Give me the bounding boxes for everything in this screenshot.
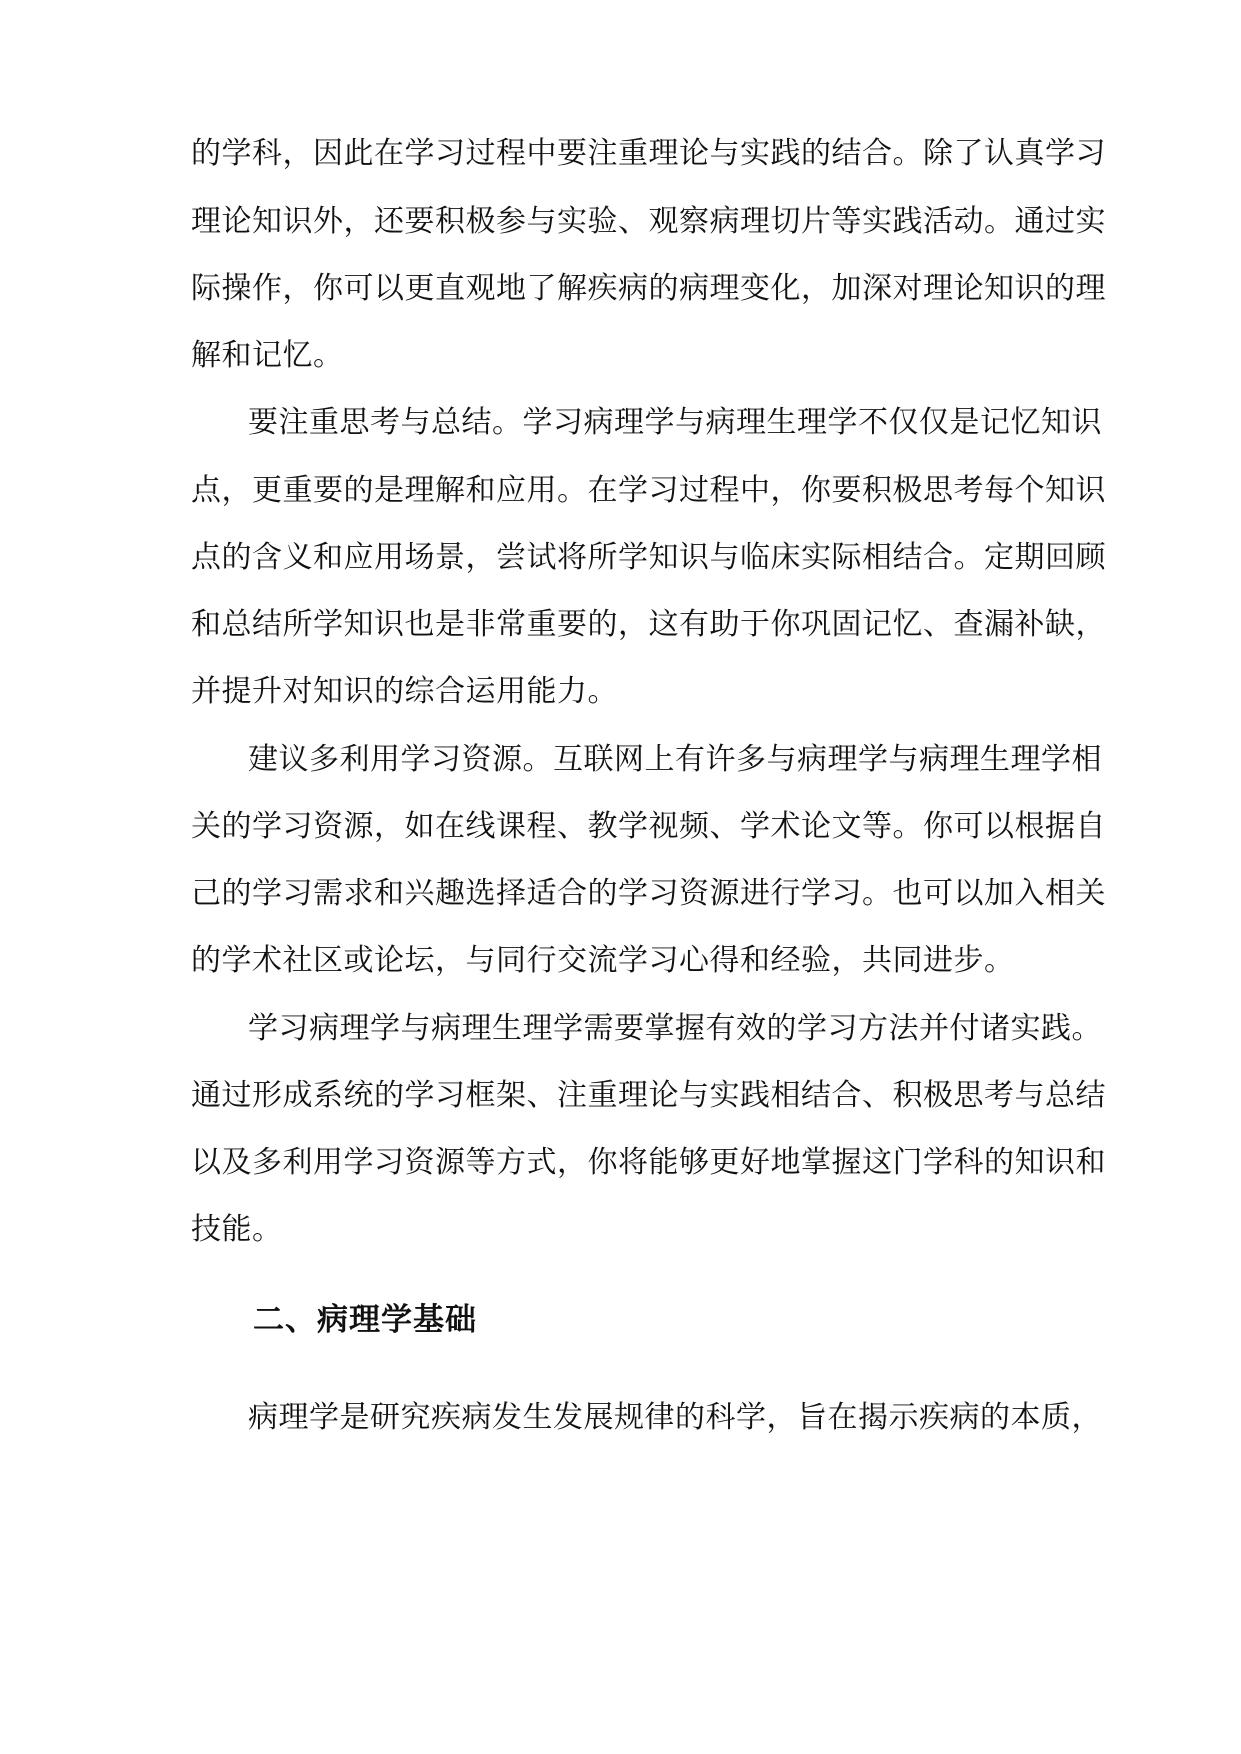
final-paragraph-line-1: 病理学是研究疾病发生发展规律的科学，旨在揭示疾病的本质， [248, 1400, 1102, 1435]
paragraph-1-line-4: 解和记忆。 [191, 338, 344, 373]
paragraph-3-line-3: 己的学习需求和兴趣选择适合的学习资源进行学习。也可以加入相关 [191, 876, 1106, 911]
paragraph-4-line-1: 学习病理学与病理生理学需要掌握有效的学习方法并付诸实践。 [248, 1011, 1102, 1046]
paragraph-2-line-5: 并提升对知识的综合运用能力。 [191, 674, 618, 709]
paragraph-1-line-2: 理论知识外，还要积极参与实验、观察病理切片等实践活动。通过实 [191, 204, 1106, 239]
paragraph-4-line-3: 以及多利用学习资源等方式，你将能够更好地掌握这门学科的知识和 [191, 1145, 1106, 1180]
paragraph-2-line-4: 和总结所学知识也是非常重要的，这有助于你巩固记忆、查漏补缺， [191, 607, 1106, 642]
paragraph-3-line-4: 的学术社区或论坛，与同行交流学习心得和经验，共同进步。 [191, 943, 1015, 978]
paragraph-1-line-3: 际操作，你可以更直观地了解疾病的病理变化，加深对理论知识的理 [191, 271, 1106, 306]
paragraph-2-line-1: 要注重思考与总结。学习病理学与病理生理学不仅仅是记忆知识 [248, 405, 1102, 440]
paragraph-4-line-2: 通过形成系统的学习框架、注重理论与实践相结合、积极思考与总结 [191, 1078, 1106, 1113]
paragraph-1-line-1: 的学科，因此在学习过程中要注重理论与实践的结合。除了认真学习 [191, 136, 1106, 171]
paragraph-4-line-4: 技能。 [191, 1212, 283, 1247]
section-heading: 二、病理学基础 [253, 1302, 477, 1338]
paragraph-2-line-2: 点，更重要的是理解和应用。在学习过程中，你要积极思考每个知识 [191, 473, 1106, 508]
paragraph-2-line-3: 点的含义和应用场景，尝试将所学知识与临床实际相结合。定期回顾 [191, 540, 1106, 575]
paragraph-3-line-1: 建议多利用学习资源。互联网上有许多与病理学与病理生理学相 [248, 742, 1102, 777]
paragraph-3-line-2: 关的学习资源，如在线课程、教学视频、学术论文等。你可以根据自 [191, 809, 1106, 844]
